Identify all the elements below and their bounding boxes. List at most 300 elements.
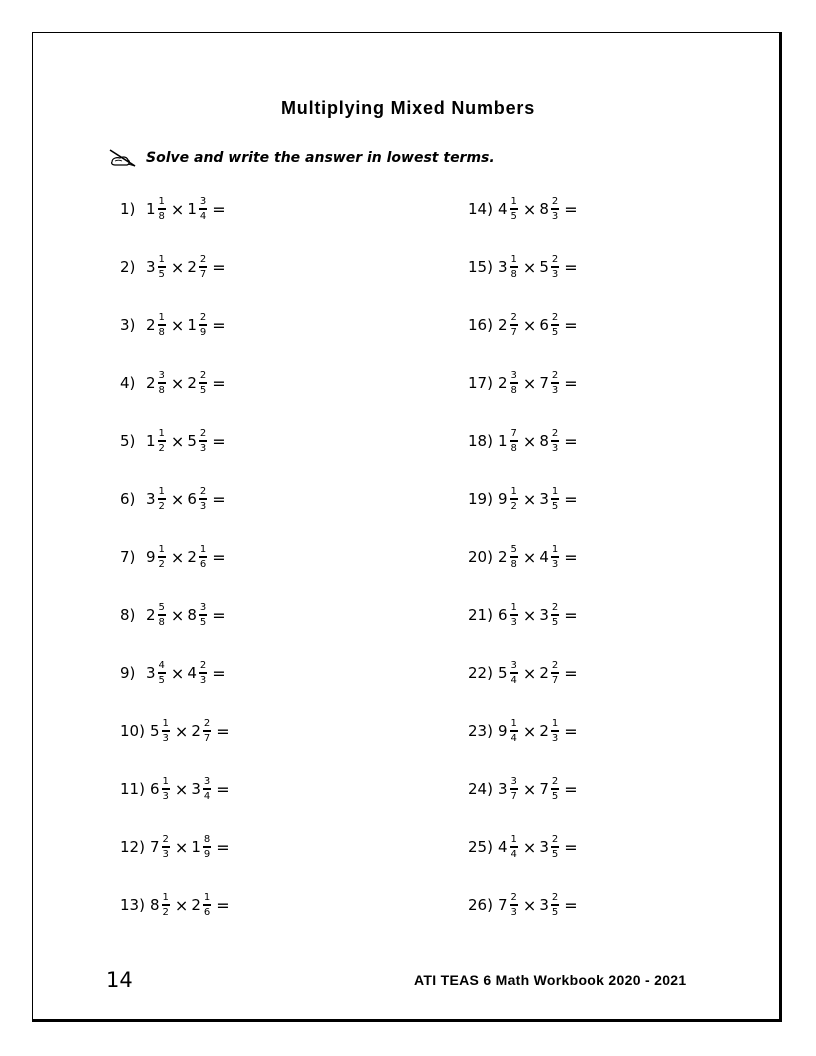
fraction <box>158 370 166 396</box>
equals-symbol: = <box>564 373 578 393</box>
fraction <box>158 660 166 686</box>
denominator: 9 <box>203 849 211 860</box>
fraction-bar <box>510 730 518 732</box>
whole-number: 3 <box>498 780 508 798</box>
fraction-bar <box>158 440 166 442</box>
fraction <box>551 660 559 686</box>
problem-number: 18) <box>468 432 493 450</box>
problem-item <box>468 189 578 229</box>
whole-number: 1 <box>146 432 156 450</box>
fraction-bar <box>551 730 559 732</box>
problem-number: 7) <box>120 548 136 566</box>
equals-symbol: = <box>212 315 226 335</box>
whole-number: 7 <box>150 838 160 856</box>
fraction-bar <box>510 440 518 442</box>
whole-number: 3 <box>539 896 549 914</box>
denominator: 3 <box>551 269 559 280</box>
numerator: 2 <box>551 776 559 787</box>
denominator: 5 <box>551 327 559 338</box>
numerator: 3 <box>199 602 207 613</box>
times-symbol: × <box>522 721 537 741</box>
numerator: 1 <box>162 718 169 729</box>
fraction <box>510 776 518 802</box>
fraction <box>510 196 518 222</box>
denominator: 5 <box>158 269 165 280</box>
times-symbol: × <box>522 837 537 857</box>
equals-symbol: = <box>564 199 578 219</box>
fraction <box>551 892 559 918</box>
numerator: 1 <box>510 834 517 845</box>
problem-number: 9) <box>120 664 136 682</box>
whole-number: 2 <box>146 606 156 624</box>
numerator: 1 <box>199 544 207 555</box>
fraction-bar <box>203 788 211 790</box>
whole-number: 2 <box>187 374 197 392</box>
whole-number: 3 <box>539 490 549 508</box>
denominator: 2 <box>510 501 517 512</box>
times-symbol: × <box>174 895 189 915</box>
fraction <box>199 312 207 338</box>
fraction <box>158 254 166 280</box>
denominator: 9 <box>199 327 207 338</box>
problem-item <box>468 537 578 577</box>
whole-number: 2 <box>498 374 508 392</box>
fraction <box>510 428 518 454</box>
problem-item <box>120 653 226 693</box>
denominator: 6 <box>203 907 211 918</box>
numerator: 3 <box>510 776 517 787</box>
whole-number: 2 <box>146 316 156 334</box>
times-symbol: × <box>522 431 537 451</box>
fraction-bar <box>510 614 518 616</box>
problem-number: 5) <box>120 432 136 450</box>
equals-symbol: = <box>564 257 578 277</box>
fraction-bar <box>510 324 518 326</box>
whole-number: 3 <box>191 780 201 798</box>
problem-number: 21) <box>468 606 493 624</box>
numerator: 2 <box>199 486 207 497</box>
instruction-text: Solve and write the answer in lowest terms. <box>146 150 495 166</box>
problem-item <box>468 827 578 867</box>
fraction <box>551 602 559 628</box>
denominator: 3 <box>162 791 169 802</box>
equals-symbol: = <box>564 315 578 335</box>
fraction-bar <box>158 556 166 558</box>
numerator: 2 <box>199 428 207 439</box>
problem-number: 16) <box>468 316 493 334</box>
numerator: 3 <box>510 660 517 671</box>
equals-symbol: = <box>212 199 226 219</box>
numerator: 2 <box>551 660 559 671</box>
fraction-bar <box>551 788 559 790</box>
denominator: 4 <box>510 675 517 686</box>
problem-item <box>120 537 226 577</box>
whole-number: 6 <box>539 316 549 334</box>
problem-item <box>468 479 578 519</box>
fraction <box>158 196 166 222</box>
fraction-bar <box>551 846 559 848</box>
problem-item <box>120 885 230 925</box>
times-symbol: × <box>522 605 537 625</box>
fraction-bar <box>551 324 559 326</box>
problem-item <box>468 421 578 461</box>
fraction-bar <box>199 382 207 384</box>
whole-number: 5 <box>187 432 197 450</box>
problem-item <box>468 305 578 345</box>
whole-number: 5 <box>498 664 508 682</box>
numerator: 2 <box>551 370 559 381</box>
times-symbol: × <box>522 663 537 683</box>
fraction <box>510 370 518 396</box>
fraction <box>551 370 559 396</box>
denominator: 8 <box>158 385 165 396</box>
fraction <box>199 370 207 396</box>
equals-symbol: = <box>564 837 578 857</box>
fraction-bar <box>203 730 211 732</box>
fraction <box>162 892 170 918</box>
denominator: 5 <box>551 907 559 918</box>
times-symbol: × <box>170 547 185 567</box>
fraction-bar <box>199 498 207 500</box>
problem-item <box>468 769 578 809</box>
times-symbol: × <box>170 373 185 393</box>
fraction <box>199 196 207 222</box>
times-symbol: × <box>170 315 185 335</box>
numerator: 3 <box>203 776 211 787</box>
numerator: 4 <box>158 660 165 671</box>
equals-symbol: = <box>564 489 578 509</box>
fraction-bar <box>510 556 518 558</box>
pencil-writing-icon <box>108 148 138 168</box>
fraction <box>551 834 559 860</box>
numerator: 2 <box>199 660 207 671</box>
numerator: 1 <box>162 776 169 787</box>
problem-item <box>468 653 578 693</box>
times-symbol: × <box>522 373 537 393</box>
fraction <box>510 254 518 280</box>
times-symbol: × <box>174 721 189 741</box>
fraction-bar <box>199 440 207 442</box>
whole-number: 3 <box>539 838 549 856</box>
numerator: 1 <box>158 196 165 207</box>
problem-item <box>120 711 230 751</box>
whole-number: 1 <box>187 316 197 334</box>
numerator: 7 <box>510 428 517 439</box>
fraction <box>510 834 518 860</box>
page-number: 14 <box>106 968 133 992</box>
fraction <box>510 312 518 338</box>
fraction <box>551 312 559 338</box>
fraction-bar <box>199 266 207 268</box>
denominator: 4 <box>199 211 207 222</box>
whole-number: 1 <box>187 200 197 218</box>
fraction <box>510 486 518 512</box>
whole-number: 2 <box>498 316 508 334</box>
fraction-bar <box>510 904 518 906</box>
whole-number: 9 <box>498 722 508 740</box>
equals-symbol: = <box>564 663 578 683</box>
whole-number: 3 <box>539 606 549 624</box>
equals-symbol: = <box>564 605 578 625</box>
numerator: 2 <box>203 718 211 729</box>
equals-symbol: = <box>564 431 578 451</box>
fraction-bar <box>551 614 559 616</box>
fraction <box>551 196 559 222</box>
denominator: 5 <box>158 675 165 686</box>
numerator: 1 <box>162 892 169 903</box>
fraction-bar <box>551 208 559 210</box>
numerator: 2 <box>199 312 207 323</box>
numerator: 3 <box>158 370 165 381</box>
fraction <box>199 660 207 686</box>
denominator: 5 <box>510 211 517 222</box>
fraction-bar <box>510 382 518 384</box>
problem-number: 4) <box>120 374 136 392</box>
denominator: 5 <box>551 501 559 512</box>
fraction <box>162 718 170 744</box>
denominator: 7 <box>551 675 559 686</box>
instruction <box>108 148 495 168</box>
denominator: 2 <box>158 501 165 512</box>
numerator: 1 <box>510 602 517 613</box>
numerator: 2 <box>510 892 517 903</box>
equals-symbol: = <box>212 547 226 567</box>
fraction <box>551 486 559 512</box>
whole-number: 4 <box>498 838 508 856</box>
numerator: 1 <box>510 254 517 265</box>
fraction <box>199 544 207 570</box>
whole-number: 9 <box>498 490 508 508</box>
problem-item <box>120 827 230 867</box>
denominator: 3 <box>551 559 559 570</box>
problem-item <box>120 189 226 229</box>
whole-number: 4 <box>498 200 508 218</box>
times-symbol: × <box>170 605 185 625</box>
numerator: 1 <box>203 892 211 903</box>
denominator: 2 <box>158 443 165 454</box>
numerator: 2 <box>551 428 559 439</box>
numerator: 5 <box>510 544 517 555</box>
whole-number: 5 <box>150 722 160 740</box>
numerator: 2 <box>551 602 559 613</box>
times-symbol: × <box>170 663 185 683</box>
denominator: 5 <box>551 617 559 628</box>
fraction <box>551 718 559 744</box>
fraction-bar <box>510 208 518 210</box>
whole-number: 3 <box>146 664 156 682</box>
denominator: 3 <box>551 443 559 454</box>
fraction <box>158 486 166 512</box>
problem-number: 13) <box>120 896 145 914</box>
whole-number: 6 <box>187 490 197 508</box>
fraction-bar <box>510 266 518 268</box>
equals-symbol: = <box>216 721 230 741</box>
times-symbol: × <box>522 895 537 915</box>
problem-item <box>468 885 578 925</box>
numerator: 1 <box>510 196 517 207</box>
fraction-bar <box>551 440 559 442</box>
whole-number: 9 <box>146 548 156 566</box>
fraction <box>203 718 211 744</box>
fraction <box>551 544 559 570</box>
fraction <box>158 312 166 338</box>
problem-number: 8) <box>120 606 136 624</box>
whole-number: 8 <box>539 200 549 218</box>
fraction-bar <box>158 324 166 326</box>
denominator: 8 <box>510 443 517 454</box>
problem-item <box>120 421 226 461</box>
book-title: ATI TEAS 6 Math Workbook 2020 - 2021 <box>414 972 687 988</box>
denominator: 3 <box>199 501 207 512</box>
fraction <box>510 660 518 686</box>
problem-number: 22) <box>468 664 493 682</box>
denominator: 8 <box>510 269 517 280</box>
fraction-bar <box>510 846 518 848</box>
whole-number: 8 <box>150 896 160 914</box>
denominator: 3 <box>551 385 559 396</box>
numerator: 1 <box>158 312 165 323</box>
fraction <box>510 544 518 570</box>
problem-number: 3) <box>120 316 136 334</box>
denominator: 3 <box>551 211 559 222</box>
equals-symbol: = <box>212 431 226 451</box>
equals-symbol: = <box>212 373 226 393</box>
fraction <box>199 428 207 454</box>
fraction-bar <box>158 382 166 384</box>
fraction-bar <box>158 208 166 210</box>
whole-number: 3 <box>498 258 508 276</box>
numerator: 1 <box>551 544 559 555</box>
denominator: 5 <box>551 849 559 860</box>
equals-symbol: = <box>564 895 578 915</box>
fraction-bar <box>203 904 211 906</box>
whole-number: 4 <box>187 664 197 682</box>
whole-number: 2 <box>191 896 201 914</box>
page-title: Multiplying Mixed Numbers <box>280 98 536 118</box>
denominator: 2 <box>162 907 169 918</box>
whole-number: 7 <box>498 896 508 914</box>
denominator: 3 <box>199 675 207 686</box>
fraction-bar <box>162 904 170 906</box>
fraction-bar <box>551 266 559 268</box>
fraction <box>510 892 518 918</box>
numerator: 2 <box>551 834 559 845</box>
denominator: 8 <box>158 327 165 338</box>
problem-number: 23) <box>468 722 493 740</box>
fraction-bar <box>551 382 559 384</box>
whole-number: 2 <box>146 374 156 392</box>
fraction-bar <box>158 498 166 500</box>
fraction <box>158 602 166 628</box>
denominator: 7 <box>510 327 517 338</box>
denominator: 3 <box>162 733 169 744</box>
numerator: 1 <box>158 428 165 439</box>
fraction <box>203 892 211 918</box>
problem-number: 12) <box>120 838 145 856</box>
problem-item <box>120 305 226 345</box>
problem-number: 24) <box>468 780 493 798</box>
times-symbol: × <box>170 257 185 277</box>
fraction-bar <box>199 556 207 558</box>
problem-number: 11) <box>120 780 145 798</box>
equals-symbol: = <box>564 779 578 799</box>
fraction-bar <box>162 730 170 732</box>
problem-item <box>468 711 578 751</box>
fraction-bar <box>510 672 518 674</box>
problem-number: 19) <box>468 490 493 508</box>
fraction-bar <box>551 672 559 674</box>
fraction <box>199 486 207 512</box>
numerator: 1 <box>510 718 517 729</box>
denominator: 4 <box>510 849 517 860</box>
numerator: 2 <box>199 254 207 265</box>
whole-number: 8 <box>187 606 197 624</box>
fraction-bar <box>551 498 559 500</box>
fraction-bar <box>199 672 207 674</box>
numerator: 3 <box>510 370 517 381</box>
whole-number: 3 <box>146 490 156 508</box>
fraction-bar <box>199 324 207 326</box>
problem-item <box>468 247 578 287</box>
times-symbol: × <box>170 489 185 509</box>
numerator: 5 <box>158 602 165 613</box>
denominator: 6 <box>199 559 207 570</box>
problem-item <box>120 595 226 635</box>
fraction-bar <box>510 498 518 500</box>
numerator: 1 <box>551 718 559 729</box>
numerator: 1 <box>551 486 559 497</box>
whole-number: 2 <box>539 722 549 740</box>
problem-number: 1) <box>120 200 136 218</box>
fraction <box>510 602 518 628</box>
times-symbol: × <box>174 779 189 799</box>
fraction <box>551 776 559 802</box>
fraction-bar <box>199 614 207 616</box>
problem-number: 20) <box>468 548 493 566</box>
equals-symbol: = <box>564 721 578 741</box>
equals-symbol: = <box>216 779 230 799</box>
denominator: 5 <box>199 617 207 628</box>
equals-symbol: = <box>212 663 226 683</box>
times-symbol: × <box>522 199 537 219</box>
times-symbol: × <box>522 315 537 335</box>
denominator: 7 <box>203 733 211 744</box>
numerator: 2 <box>510 312 517 323</box>
equals-symbol: = <box>212 257 226 277</box>
problem-number: 25) <box>468 838 493 856</box>
times-symbol: × <box>522 257 537 277</box>
problem-number: 26) <box>468 896 493 914</box>
whole-number: 3 <box>146 258 156 276</box>
whole-number: 2 <box>498 548 508 566</box>
whole-number: 6 <box>150 780 160 798</box>
numerator: 2 <box>551 892 559 903</box>
numerator: 1 <box>158 544 165 555</box>
fraction <box>162 776 170 802</box>
problem-item <box>120 769 230 809</box>
denominator: 5 <box>199 385 207 396</box>
denominator: 5 <box>551 791 559 802</box>
denominator: 3 <box>551 733 559 744</box>
problem-number: 6) <box>120 490 136 508</box>
fraction-bar <box>551 904 559 906</box>
times-symbol: × <box>174 837 189 857</box>
whole-number: 2 <box>187 548 197 566</box>
fraction-bar <box>551 556 559 558</box>
whole-number: 5 <box>539 258 549 276</box>
problem-item <box>120 479 226 519</box>
equals-symbol: = <box>212 489 226 509</box>
